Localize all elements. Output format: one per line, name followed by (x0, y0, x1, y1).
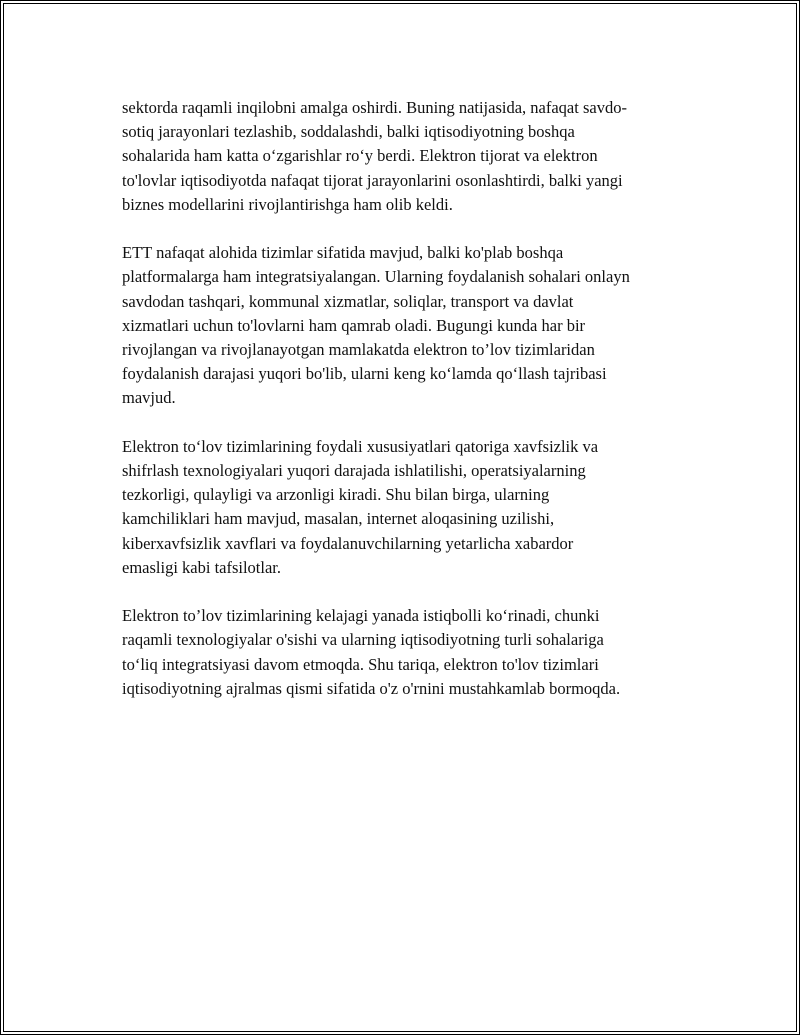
text-line: kamchiliklari ham mavjud, masalan, internet aloqasining uzilishi, (122, 509, 555, 529)
paragraph-3 (122, 435, 702, 580)
paragraph-1 (122, 96, 702, 217)
text-line: platformalarga ham integratsiyalangan. Ularning foydalanish sohalari onlayn (122, 267, 630, 287)
text-line: savdodan tashqari, kommunal xizmatlar, soliqlar, transport va davlat (122, 291, 574, 311)
text-line: biznes modellarini rivojlantirishga ham olib keldi. (122, 194, 453, 214)
text-line: to'lovlar iqtisodiyotda nafaqat tijorat jarayonlarini osonlashtirdi, balki yangi (122, 170, 623, 190)
text-line: xizmatlari uchun to'lovlarni ham qamrab oladi. Bugungi kunda har bir (122, 315, 586, 335)
text-line: to‘liq integratsiyasi davom etmoqda. Shu tariqa, elektron to'lov tizimlari (122, 654, 599, 674)
text-line: tezkorligi, qulayligi va arzonligi kiradi. Shu bilan birga, ularning (122, 485, 550, 505)
text-line: mavjud. (122, 388, 176, 408)
text-line: emasligi kabi tafsilotlar. (122, 557, 282, 577)
text-line: Elektron to’lov tizimlarining kelajagi yanada istiqbolli ko‘rinadi, chunki (122, 606, 600, 626)
text-line: sohalarida ham katta o‘zgarishlar ro‘y berdi. Elektron tijorat va elektron (122, 146, 598, 166)
text-line: Elektron to‘lov tizimlarining foydali xususiyatlari qatoriga xavfsizlik va (122, 436, 599, 456)
paragraph-2 (122, 241, 702, 410)
text-line: shifrlash texnologiyalari yuqori darajada ishlatilishi, operatsiyalarning (122, 461, 586, 481)
text-line: iqtisodiyotning ajralmas qismi sifatida o'z o'rnini mustahkamlab bormoqda. (122, 678, 621, 698)
text-line: kiberxavfsizlik xavflari va foydalanuvchilarning yetarlicha xabardor (122, 533, 574, 553)
paragraph-4 (122, 604, 702, 701)
document-body (122, 96, 702, 725)
text-line: raqamli texnologiyalar o'sishi va ularning iqtisodiyotning turli sohalariga (122, 630, 604, 650)
text-line: foydalanish darajasi yuqori bo'lib, ularni keng ko‘lamda qo‘llash tajribasi (122, 364, 607, 384)
text-line: sotiq jarayonlari tezlashib, soddalashdi, balki iqtisodiyotning boshqa (122, 122, 575, 142)
text-line: ETT nafaqat alohida tizimlar sifatida mavjud, balki ko'plab boshqa (122, 243, 564, 263)
text-line: sektorda raqamli inqilobni amalga oshirdi. Buning natijasida, nafaqat savdo- (122, 98, 627, 117)
text-line: rivojlangan va rivojlanayotgan mamlakatda elektron to’lov tizimlaridan (122, 340, 595, 360)
